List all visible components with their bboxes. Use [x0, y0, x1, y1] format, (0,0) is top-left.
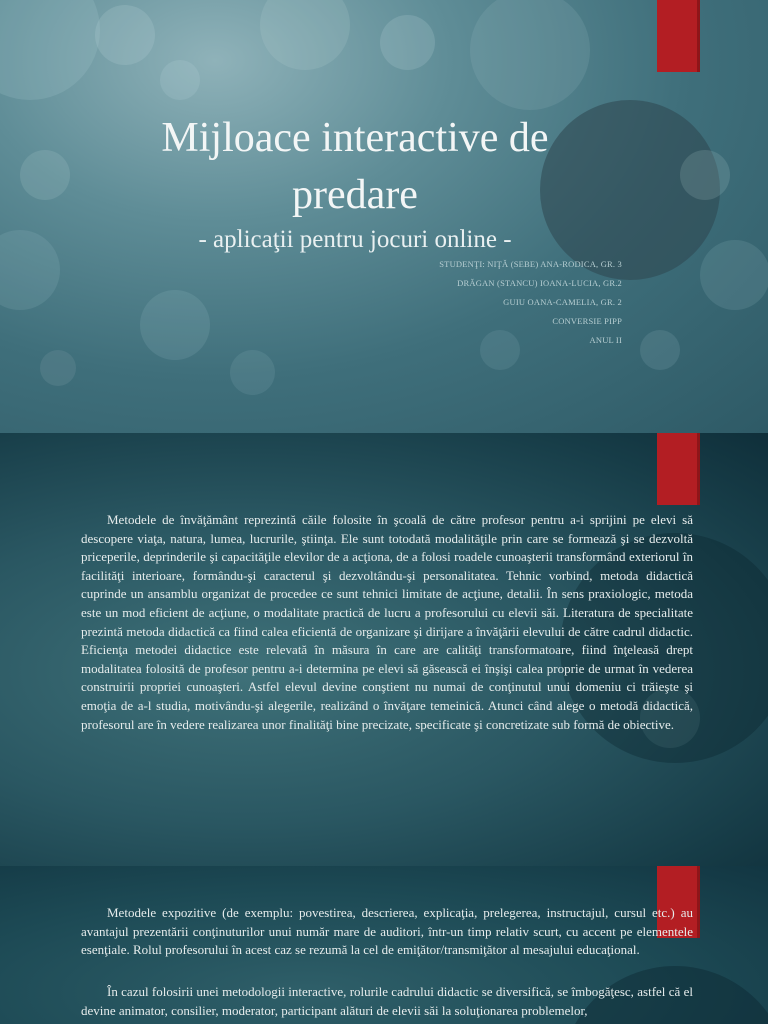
slide-subtitle: - aplicaţii pentru jocuri online -	[198, 226, 512, 253]
bubble-decoration	[640, 330, 680, 370]
bubble-decoration	[160, 60, 200, 100]
bubble-decoration	[260, 0, 350, 70]
credit-line: DRĂGAN (STANCU) IOANA-LUCIA, GR.2	[457, 278, 622, 288]
credit-line: CONVERSIE PIPP	[552, 316, 622, 326]
body-paragraph: Metodele de învăţământ reprezintă căile folosite în şcoală de către profesor pentru a-i sprijini pe elevi să descopere viaţa, natura, lumea, lucrurile, ştiinţa. Ele sunt totodată modalităţile prin care se formează şi se dezvoltă priceperile, deprinderile şi capacităţile elevilor de a acţiona, de a folosi roadele cunoaşterii transformând exteriorul în facilităţi interioare, formându-şi caracterul şi dezvoltându-şi personalitatea. Tehnic vorbind, metoda didactică cuprinde un ansamblu organizat de procedee ce sunt tehnici limitate de acţiune, detalii. În sens praxiologic, metoda este un mod eficient de acţiune, o modalitate practică de lucru a profesorului cu elevii săi. Literatura de specialitate prezintă metoda didactică ca fiind calea eficientă de organizare şi dirijare a învăţării elevului de către cadrul didactic. Eficienţa metodei didactice este relevată în măsura în care are calităţi transformatoare, fiind înţeleasă drept modalitatea folosită de profesor pentru a-i determina pe elevi să găsească ei înşişi calea proprie de urmat în vederea construirii propriei cunoaşteri. Astfel elevul devine conştient nu numai de conţinutul unui domeniu ci trăieşte şi emoţia de a-l studia, motivându-şi alegerile, realizând o învăţare temeinică. Atunci când alege o metodă didactică, profesorul are în vedere realizarea unor finalităţi bine precizate, specificate şi concretizate sub formă de obiective.	[81, 512, 693, 732]
bubble-decoration	[470, 0, 590, 110]
bubble-decoration	[700, 240, 768, 310]
bubble-decoration	[0, 230, 60, 310]
content-slide	[0, 433, 768, 866]
bubble-decoration	[140, 290, 210, 360]
credit-line: ANUL II	[589, 335, 622, 345]
credit-line: STUDENŢI: NIŢĂ (SEBE) ANA-RODICA, GR. 3	[439, 259, 622, 269]
bubble-decoration	[680, 150, 730, 200]
bubble-decoration	[95, 5, 155, 65]
title-slide	[0, 0, 768, 433]
body-paragraph: În cazul folosirii unei metodologii interactive, rolurile cadrului didactic se diversifică, se îmbogăţesc, astfel că el devine animator, consilier, moderator, participant alături de elevii săi la soluţionarea problemelor,	[81, 984, 693, 1018]
slide-title: Mijloace interactive de predare	[161, 115, 549, 218]
bubble-decoration	[0, 0, 100, 100]
bubble-decoration	[40, 350, 76, 386]
accent-bar	[657, 0, 700, 72]
content-slide	[0, 866, 768, 1024]
accent-bar	[657, 433, 700, 505]
credits-block	[439, 255, 622, 350]
bubble-decoration	[380, 15, 435, 70]
bubble-decoration	[230, 350, 275, 395]
credit-line: GUIU OANA-CAMELIA, GR. 2	[503, 297, 622, 307]
body-paragraph: Metodele expozitive (de exemplu: povestirea, descrierea, explicaţia, prelegerea, instructajul, cursul etc.) au avantajul prezentării conţinuturilor unui număr mare de auditori, într-un timp relativ scurt, cu accent pe elementele esenţiale. Rolul profesorului în acest caz se rezumă la cel de emiţător/transmiţător al mesajului educaţional.	[81, 905, 693, 958]
bubble-decoration	[20, 150, 70, 200]
